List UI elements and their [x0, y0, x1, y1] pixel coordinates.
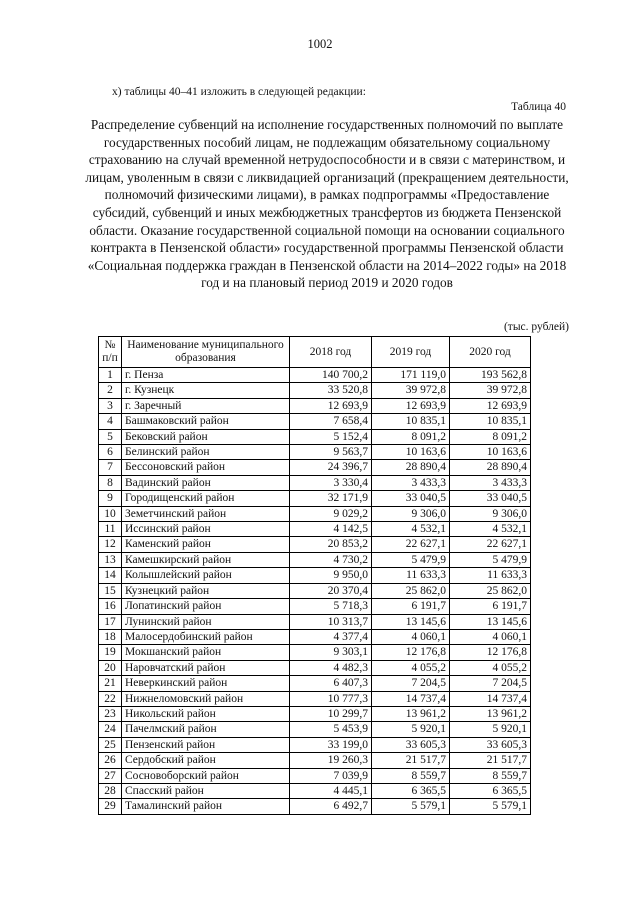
municipality-name: г. Заречный — [122, 398, 290, 413]
value-2019: 12 176,8 — [372, 645, 450, 660]
municipality-name: г. Пенза — [122, 368, 290, 383]
value-2020: 7 204,5 — [450, 676, 531, 691]
value-2018: 4 377,4 — [290, 629, 372, 644]
municipality-name: Бессоновский район — [122, 460, 290, 475]
row-number: 15 — [99, 583, 122, 598]
table-row — [99, 537, 531, 552]
value-2019: 10 835,1 — [372, 414, 450, 429]
municipality-name: Наровчатский район — [122, 660, 290, 675]
value-2020: 13 145,6 — [450, 614, 531, 629]
value-2020: 8 091,2 — [450, 429, 531, 444]
table-row — [99, 599, 531, 614]
value-2020: 4 060,1 — [450, 629, 531, 644]
row-number: 6 — [99, 445, 122, 460]
row-number: 29 — [99, 799, 122, 814]
value-2019: 25 862,0 — [372, 583, 450, 598]
value-2020: 4 055,2 — [450, 660, 531, 675]
value-2019: 6 365,5 — [372, 783, 450, 798]
table-row — [99, 614, 531, 629]
header-name: Наименование муниципального образования — [122, 337, 290, 368]
row-number: 18 — [99, 629, 122, 644]
value-2019: 28 890,4 — [372, 460, 450, 475]
value-2020: 21 517,7 — [450, 753, 531, 768]
row-number: 28 — [99, 783, 122, 798]
municipality-name: Тамалинский район — [122, 799, 290, 814]
value-2020: 6 191,7 — [450, 599, 531, 614]
table-row — [99, 691, 531, 706]
table-row — [99, 799, 531, 814]
value-2020: 13 961,2 — [450, 706, 531, 721]
table-row — [99, 722, 531, 737]
value-2018: 9 303,1 — [290, 645, 372, 660]
value-2019: 33 040,5 — [372, 491, 450, 506]
value-2018: 4 142,5 — [290, 522, 372, 537]
header-2020: 2020 год — [450, 337, 531, 368]
value-2020: 39 972,8 — [450, 383, 531, 398]
value-2018: 20 853,2 — [290, 537, 372, 552]
value-2019: 10 163,6 — [372, 445, 450, 460]
row-number: 25 — [99, 737, 122, 752]
value-2019: 13 145,6 — [372, 614, 450, 629]
value-2020: 28 890,4 — [450, 460, 531, 475]
row-number: 22 — [99, 691, 122, 706]
value-2020: 14 737,4 — [450, 691, 531, 706]
municipality-name: Вадинский район — [122, 475, 290, 490]
table-row — [99, 414, 531, 429]
value-2018: 10 777,3 — [290, 691, 372, 706]
municipality-name: Мокшанский район — [122, 645, 290, 660]
value-2018: 9 563,7 — [290, 445, 372, 460]
municipality-name: Бековский район — [122, 429, 290, 444]
municipality-name: Пензенский район — [122, 737, 290, 752]
value-2020: 9 306,0 — [450, 506, 531, 521]
intro-text: х) таблицы 40–41 изложить в следующей редакции: — [112, 86, 366, 98]
value-2018: 6 492,7 — [290, 799, 372, 814]
municipality-name: Сердобский район — [122, 753, 290, 768]
row-number: 14 — [99, 568, 122, 583]
municipality-name: Белинский район — [122, 445, 290, 460]
value-2020: 33 605,3 — [450, 737, 531, 752]
row-number: 5 — [99, 429, 122, 444]
value-2018: 7 039,9 — [290, 768, 372, 783]
municipality-name: Сосновоборский район — [122, 768, 290, 783]
value-2020: 8 559,7 — [450, 768, 531, 783]
value-2020: 5 479,9 — [450, 552, 531, 567]
value-2020: 25 862,0 — [450, 583, 531, 598]
municipality-name: Колышлейский район — [122, 568, 290, 583]
table-row — [99, 706, 531, 721]
page-number: 1002 — [307, 37, 333, 51]
value-2019: 171 119,0 — [372, 368, 450, 383]
value-2020: 5 579,1 — [450, 799, 531, 814]
value-2018: 33 199,0 — [290, 737, 372, 752]
value-2019: 5 920,1 — [372, 722, 450, 737]
table-row — [99, 383, 531, 398]
value-2018: 7 658,4 — [290, 414, 372, 429]
row-number: 9 — [99, 491, 122, 506]
municipality-name: Кузнецкий район — [122, 583, 290, 598]
value-2020: 193 562,8 — [450, 368, 531, 383]
value-2020: 11 633,3 — [450, 568, 531, 583]
municipality-name: Нижнеломовский район — [122, 691, 290, 706]
row-number: 4 — [99, 414, 122, 429]
row-number: 20 — [99, 660, 122, 675]
table-row — [99, 660, 531, 675]
value-2020: 4 532,1 — [450, 522, 531, 537]
table-header-row — [99, 337, 531, 368]
table-row — [99, 368, 531, 383]
value-2019: 12 693,9 — [372, 398, 450, 413]
row-number: 11 — [99, 522, 122, 537]
value-2020: 3 433,3 — [450, 475, 531, 490]
value-2019: 22 627,1 — [372, 537, 450, 552]
row-number: 16 — [99, 599, 122, 614]
value-2018: 5 453,9 — [290, 722, 372, 737]
municipality-name: Неверкинский район — [122, 676, 290, 691]
municipality-name: г. Кузнецк — [122, 383, 290, 398]
row-number: 3 — [99, 398, 122, 413]
table-row — [99, 737, 531, 752]
value-2019: 3 433,3 — [372, 475, 450, 490]
table-row — [99, 460, 531, 475]
value-2018: 6 407,3 — [290, 676, 372, 691]
value-2019: 4 055,2 — [372, 660, 450, 675]
value-2018: 3 330,4 — [290, 475, 372, 490]
row-number: 1 — [99, 368, 122, 383]
value-2018: 9 950,0 — [290, 568, 372, 583]
value-2020: 5 920,1 — [450, 722, 531, 737]
value-2020: 6 365,5 — [450, 783, 531, 798]
value-2018: 24 396,7 — [290, 460, 372, 475]
municipality-name: Лунинский район — [122, 614, 290, 629]
table-row — [99, 429, 531, 444]
table-row — [99, 568, 531, 583]
table-row — [99, 522, 531, 537]
value-2019: 14 737,4 — [372, 691, 450, 706]
row-number: 26 — [99, 753, 122, 768]
municipality-name: Земетчинский район — [122, 506, 290, 521]
row-number: 24 — [99, 722, 122, 737]
table-row — [99, 768, 531, 783]
row-number: 12 — [99, 537, 122, 552]
table-row — [99, 783, 531, 798]
value-2020: 12 693,9 — [450, 398, 531, 413]
value-2020: 10 835,1 — [450, 414, 531, 429]
municipality-name: Башмаковский район — [122, 414, 290, 429]
value-2020: 10 163,6 — [450, 445, 531, 460]
municipality-name: Лопатинский район — [122, 599, 290, 614]
table-row — [99, 506, 531, 521]
municipality-name: Спасский район — [122, 783, 290, 798]
value-2018: 4 482,3 — [290, 660, 372, 675]
value-2019: 5 479,9 — [372, 552, 450, 567]
value-2019: 7 204,5 — [372, 676, 450, 691]
value-2018: 10 299,7 — [290, 706, 372, 721]
subventions-table — [98, 336, 531, 815]
value-2019: 39 972,8 — [372, 383, 450, 398]
value-2019: 13 961,2 — [372, 706, 450, 721]
municipality-name: Никольский район — [122, 706, 290, 721]
value-2018: 140 700,2 — [290, 368, 372, 383]
table-row — [99, 645, 531, 660]
row-number: 2 — [99, 383, 122, 398]
row-number: 19 — [99, 645, 122, 660]
value-2018: 5 152,4 — [290, 429, 372, 444]
table-row — [99, 475, 531, 490]
value-2020: 33 040,5 — [450, 491, 531, 506]
table-reference: Таблица 40 — [511, 101, 566, 113]
document-title: Распределение субвенций на исполнение государственных полномочий по выплате государственных пособий лицам, не подлежащим обязательному социальному страхованию на случай временной нетрудоспособности и в связи с материнством, и лицам, уволенным в связи с ликвидацией организаций (прекращением деятельности, полномочий физическими лицами), в рамках подпрограммы «Предоставление субсидий, субвенций и иных межбюджетных трансфертов из бюджета Пензенской области. Оказание государственной социальной помощи на основании социального контракта в Пензенской области» государственной программы Пензенской области «Социальная поддержка граждан в Пензенской области на 2014–2022 годы» на 2018 год и на плановый период 2019 и 2020 годов — [85, 117, 569, 291]
value-2019: 33 605,3 — [372, 737, 450, 752]
header-num: № п/п — [99, 337, 122, 368]
municipality-name: Камешкирский район — [122, 552, 290, 567]
value-2019: 21 517,7 — [372, 753, 450, 768]
value-2019: 11 633,3 — [372, 568, 450, 583]
value-2018: 10 313,7 — [290, 614, 372, 629]
row-number: 7 — [99, 460, 122, 475]
value-2018: 19 260,3 — [290, 753, 372, 768]
header-2019: 2019 год — [372, 337, 450, 368]
row-number: 17 — [99, 614, 122, 629]
value-2018: 33 520,8 — [290, 383, 372, 398]
table-body — [99, 368, 531, 815]
municipality-name: Каменский район — [122, 537, 290, 552]
value-2019: 4 532,1 — [372, 522, 450, 537]
municipality-name: Малосердобинский район — [122, 629, 290, 644]
table-row — [99, 676, 531, 691]
value-2019: 8 559,7 — [372, 768, 450, 783]
value-2018: 12 693,9 — [290, 398, 372, 413]
row-number: 23 — [99, 706, 122, 721]
municipality-name: Иссинский район — [122, 522, 290, 537]
row-number: 13 — [99, 552, 122, 567]
row-number: 27 — [99, 768, 122, 783]
table-row — [99, 445, 531, 460]
value-2018: 4 445,1 — [290, 783, 372, 798]
table-row — [99, 583, 531, 598]
value-2018: 20 370,4 — [290, 583, 372, 598]
value-2019: 6 191,7 — [372, 599, 450, 614]
table-row — [99, 552, 531, 567]
value-2020: 12 176,8 — [450, 645, 531, 660]
row-number: 8 — [99, 475, 122, 490]
units-label: (тыс. рублей) — [503, 321, 569, 333]
value-2019: 8 091,2 — [372, 429, 450, 444]
value-2018: 4 730,2 — [290, 552, 372, 567]
table-row — [99, 398, 531, 413]
value-2019: 9 306,0 — [372, 506, 450, 521]
value-2019: 5 579,1 — [372, 799, 450, 814]
table-row — [99, 491, 531, 506]
value-2018: 5 718,3 — [290, 599, 372, 614]
table-row — [99, 629, 531, 644]
value-2019: 4 060,1 — [372, 629, 450, 644]
municipality-name: Пачелмский район — [122, 722, 290, 737]
row-number: 21 — [99, 676, 122, 691]
value-2020: 22 627,1 — [450, 537, 531, 552]
table-row — [99, 753, 531, 768]
header-2018: 2018 год — [290, 337, 372, 368]
value-2018: 9 029,2 — [290, 506, 372, 521]
municipality-name: Городищенский район — [122, 491, 290, 506]
row-number: 10 — [99, 506, 122, 521]
value-2018: 32 171,9 — [290, 491, 372, 506]
